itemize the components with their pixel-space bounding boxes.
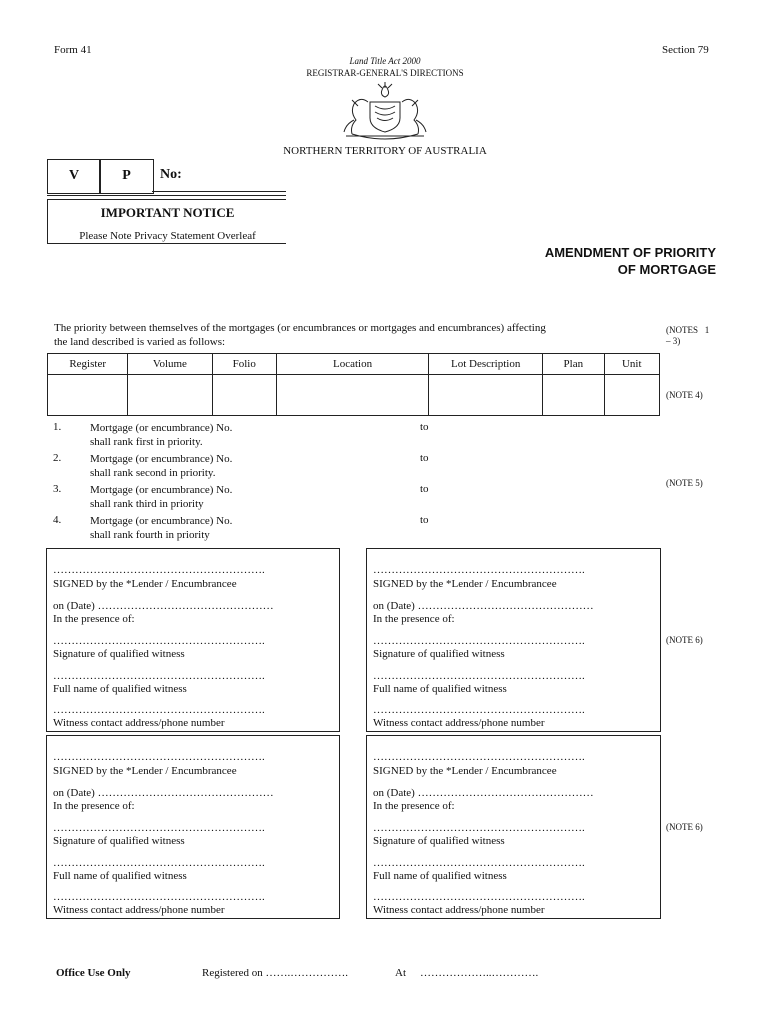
document-title-line2: OF MORTGAGE: [617, 262, 716, 277]
witness-signature-line[interactable]: ………………………………………………….: [373, 635, 585, 647]
signature-line[interactable]: ………………………………………………….: [373, 564, 585, 576]
date-field[interactable]: on (Date) …………………………………………: [373, 600, 594, 612]
witness-signature-label: Signature of qualified witness: [53, 835, 185, 847]
register-field[interactable]: [48, 375, 128, 416]
note-5: (NOTE 5): [666, 478, 703, 488]
notice-subtitle: Please Note Privacy Statement Overleaf: [79, 230, 256, 242]
directions-title: REGISTRAR-GENERAL'S DIRECTIONS: [306, 68, 464, 78]
priority-number: 3.: [53, 483, 62, 495]
priority-to: to: [420, 514, 429, 526]
signed-label: SIGNED by the *Lender / Encumbrancee: [53, 765, 237, 777]
p-label: P: [122, 168, 131, 183]
vp-rule-1: [152, 191, 286, 192]
priority-line2: shall rank first in priority.: [90, 436, 203, 448]
office-use-label: Office Use Only: [56, 967, 131, 979]
witness-contact-line[interactable]: ………………………………………………….: [373, 891, 585, 903]
signature-line[interactable]: ………………………………………………….: [53, 751, 265, 763]
notice-bottom-rule: [47, 243, 286, 244]
vp-rule-2: [47, 195, 286, 196]
territory-title: NORTHERN TERRITORY OF AUSTRALIA: [283, 145, 487, 157]
signature-box-3: [46, 735, 340, 919]
lot-description-field[interactable]: [429, 375, 543, 416]
priority-to: to: [420, 421, 429, 433]
notice-top-rule: [47, 199, 286, 200]
form-number: Form 41: [54, 44, 92, 56]
at-field[interactable]: ………………..………….: [420, 967, 539, 979]
header-register: Register: [48, 354, 128, 375]
signature-box-2: [366, 548, 661, 732]
witness-signature-line[interactable]: ………………………………………………….: [53, 635, 265, 647]
witness-contact-line[interactable]: ………………………………………………….: [373, 704, 585, 716]
witness-contact-label: Witness contact address/phone number: [53, 904, 225, 916]
witness-contact-line[interactable]: ………………………………………………….: [53, 704, 265, 716]
location-field[interactable]: [276, 375, 428, 416]
signed-label: SIGNED by the *Lender / Encumbrancee: [373, 578, 557, 590]
header-lot-description: Lot Description: [429, 354, 543, 375]
witness-signature-label: Signature of qualified witness: [373, 648, 505, 660]
signature-line[interactable]: ………………………………………………….: [373, 751, 585, 763]
witness-signature-line[interactable]: ………………………………………………….: [373, 822, 585, 834]
priority-line2: shall rank fourth in priority: [90, 529, 210, 541]
priority-line1: Mortgage (or encumbrance) No.: [90, 515, 233, 527]
witness-signature-line[interactable]: ………………………………………………….: [53, 822, 265, 834]
priority-number: 2.: [53, 452, 62, 464]
header-volume: Volume: [128, 354, 212, 375]
witness-name-line[interactable]: ………………………………………………….: [53, 857, 265, 869]
note-1-3: (NOTES 1: [666, 325, 710, 335]
witness-signature-label: Signature of qualified witness: [53, 648, 185, 660]
note-6: (NOTE 6): [666, 635, 703, 645]
witness-name-line[interactable]: ………………………………………………….: [373, 857, 585, 869]
priority-line1: Mortgage (or encumbrance) No.: [90, 422, 233, 434]
note-4: (NOTE 4): [666, 390, 703, 400]
coat-of-arms-icon: [340, 80, 430, 142]
unit-field[interactable]: [604, 375, 660, 416]
witness-name-line[interactable]: ………………………………………………….: [373, 670, 585, 682]
priority-line1: Mortgage (or encumbrance) No.: [90, 484, 233, 496]
signed-label: SIGNED by the *Lender / Encumbrancee: [53, 578, 237, 590]
act-title: Land Title Act 2000: [349, 56, 421, 66]
document-number-label: No:: [160, 167, 182, 182]
witness-name-label: Full name of qualified witness: [373, 683, 507, 695]
signed-label: SIGNED by the *Lender / Encumbrancee: [373, 765, 557, 777]
folio-field[interactable]: [212, 375, 276, 416]
witness-signature-label: Signature of qualified witness: [373, 835, 505, 847]
header-folio: Folio: [212, 354, 276, 375]
priority-line2: shall rank second in priority.: [90, 467, 216, 479]
witness-name-line[interactable]: ………………………………………………….: [53, 670, 265, 682]
plan-field[interactable]: [543, 375, 604, 416]
signature-line[interactable]: ………………………………………………….: [53, 564, 265, 576]
date-field[interactable]: on (Date) …………………………………………: [53, 787, 274, 799]
document-title-line1: AMENDMENT OF PRIORITY: [544, 245, 716, 260]
priority-number: 4.: [53, 514, 62, 526]
notice-title: IMPORTANT NOTICE: [100, 205, 235, 220]
land-description-table: [47, 353, 660, 416]
witness-contact-label: Witness contact address/phone number: [53, 717, 225, 729]
signature-box-1: [46, 548, 340, 732]
priority-line1: Mortgage (or encumbrance) No.: [90, 453, 233, 465]
note-6-second: (NOTE 6): [666, 822, 703, 832]
date-field[interactable]: on (Date) …………………………………………: [53, 600, 274, 612]
witness-name-label: Full name of qualified witness: [53, 683, 187, 695]
presence-label: In the presence of:: [53, 800, 135, 812]
signature-box-4: [366, 735, 661, 919]
priority-to: to: [420, 452, 429, 464]
at-label: At: [395, 967, 406, 979]
header-plan: Plan: [543, 354, 604, 375]
priority-to: to: [420, 483, 429, 495]
priority-number: 1.: [53, 421, 62, 433]
witness-contact-label: Witness contact address/phone number: [373, 717, 545, 729]
v-label: V: [68, 168, 80, 183]
witness-name-label: Full name of qualified witness: [373, 870, 507, 882]
v-cell: [47, 159, 101, 194]
witness-name-label: Full name of qualified witness: [53, 870, 187, 882]
witness-contact-line[interactable]: ………………………………………………….: [53, 891, 265, 903]
volume-field[interactable]: [128, 375, 212, 416]
intro-line1: The priority between themselves of the mortgages (or encumbrances or mortgages and encumbrances) affecting: [54, 322, 546, 334]
date-field[interactable]: on (Date) …………………………………………: [373, 787, 594, 799]
section-number: Section 79: [662, 44, 709, 56]
important-notice: [47, 199, 287, 243]
header-unit: Unit: [604, 354, 660, 375]
witness-contact-label: Witness contact address/phone number: [373, 904, 545, 916]
presence-label: In the presence of:: [373, 613, 455, 625]
note-1-3-cont: – 3): [666, 336, 681, 346]
p-cell: [99, 159, 154, 194]
header-location: Location: [276, 354, 428, 375]
presence-label: In the presence of:: [53, 613, 135, 625]
priority-line2: shall rank third in priority: [90, 498, 204, 510]
presence-label: In the presence of:: [373, 800, 455, 812]
intro-line2: the land described is varied as follows:: [54, 336, 226, 348]
registered-on-field[interactable]: Registered on …….…………….: [202, 967, 349, 979]
